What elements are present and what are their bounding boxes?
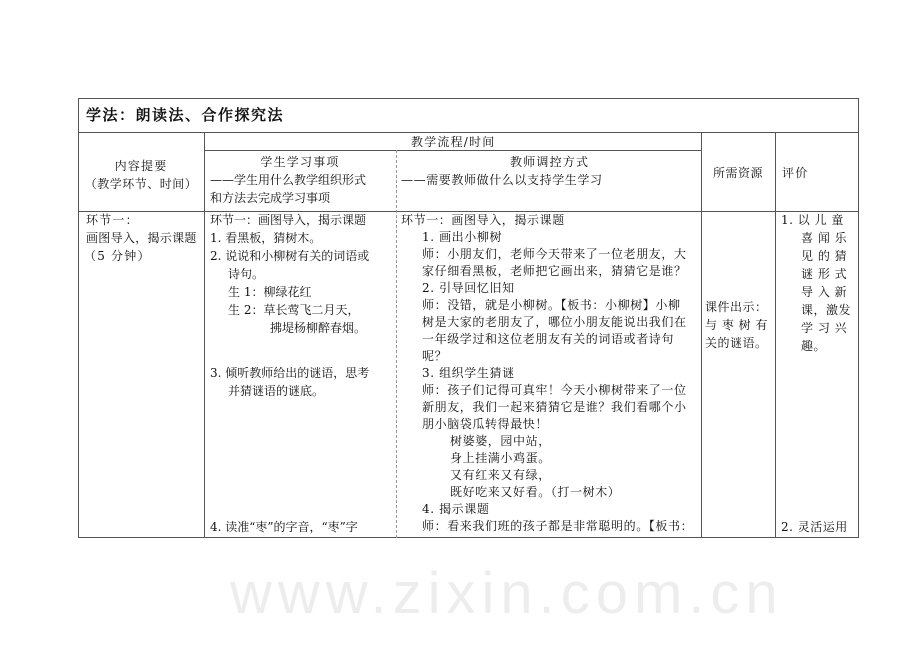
evaluation-line: 学 习 兴	[801, 321, 848, 335]
table-border-top	[78, 98, 859, 99]
teacher-line: 师：没错，就是小柳树。【板书：小柳树】小柳	[422, 298, 681, 312]
header-col1-sub: （教学环节、时间）	[84, 177, 198, 191]
teacher-line: 2. 引导回忆旧知	[422, 281, 515, 295]
header-col1-title: 内容提要	[114, 159, 168, 173]
teacher-line: 1. 画出小柳树	[422, 230, 503, 244]
teacher-line: 环节一：画图导入，揭示课题	[401, 213, 565, 227]
stage-label: 环节一：	[86, 213, 139, 227]
evaluation-line: 趣。	[801, 339, 827, 353]
teacher-line: 师：小朋友们，老师今天带来了一位老朋友，大	[422, 247, 687, 261]
student-line: 生 1：柳绿花红	[228, 285, 312, 299]
divider	[701, 132, 702, 538]
table-border-right	[858, 98, 859, 538]
student-line: 3. 倾听教师给出的谜语，思考	[210, 366, 370, 380]
teacher-line: 师：看来我们班的孩子都是非常聪明的。【板书：	[422, 519, 694, 533]
teacher-line: 树是大家的老朋友了，哪位小朋友能说出我们在	[422, 315, 687, 329]
teacher-line: 3. 组织学生猜谜	[422, 366, 515, 380]
header-teacher-sub: ——需要教师做什么以支持学生学习	[401, 173, 603, 187]
student-line: 生 2：草长莺飞二月天，	[228, 303, 360, 317]
resource-line: 与 枣 树 有	[705, 318, 768, 332]
header-student-sub: ——学生用什么教学组织形式	[210, 173, 367, 187]
student-line: 环节一：画图导入，揭示课题	[210, 213, 367, 227]
stage-title: 画图导入，揭示课题	[86, 231, 197, 245]
student-line: 拂堤杨柳醉春烟。	[270, 321, 367, 335]
student-line: 并猜谜语的谜底。	[228, 384, 325, 398]
student-line: 2. 说说和小柳树有关的词语或	[210, 249, 370, 263]
table-border-bottom	[78, 537, 859, 538]
divider	[78, 132, 859, 133]
student-line: 4. 读准“枣”的字音，“枣”字	[210, 520, 358, 534]
riddle-line: 又有红来又有绿，	[450, 468, 551, 482]
teacher-line: 4. 揭示课题	[422, 502, 490, 516]
divider	[204, 132, 205, 538]
resource-line: 课件出示：	[705, 300, 768, 314]
student-line: 诗句。	[228, 267, 265, 281]
riddle-line: 身上挂满小鸡蛋。	[450, 451, 551, 465]
evaluation-line: 2. 灵活运用	[781, 520, 848, 534]
header-student: 学生学习事项	[260, 155, 340, 169]
evaluation-line: 喜 闻 乐	[801, 231, 848, 245]
watermark: www.zixin.com.cn	[230, 561, 784, 626]
teacher-line: 朋小脑袋瓜转得最快！	[422, 417, 549, 431]
header-flow: 教学流程/时间	[411, 135, 496, 149]
teacher-line: 新朋友，我们一起来猜猜它是谁？我们看哪个小	[422, 400, 687, 414]
teacher-line: 一年级学过和这位老朋友有关的词语或者诗句	[422, 332, 675, 346]
page-title: 学法：朗读法、合作探究法	[86, 106, 285, 124]
stage-time: （5 分钟）	[84, 249, 151, 263]
resource-line: 关的谜语。	[705, 336, 768, 350]
teacher-line: 家仔细看黑板，老师把它画出来，猜猜它是谁？	[422, 264, 687, 278]
evaluation-line: 导 入 新	[801, 285, 848, 299]
teacher-line: 呢？	[422, 349, 448, 363]
riddle-line: 既好吃来又好看。（打一树木）	[450, 485, 621, 499]
evaluation-line: 见 的 猜	[801, 249, 848, 263]
divider	[775, 132, 776, 538]
evaluation-line: 课，激发	[801, 303, 852, 317]
student-line: 1. 看黑板，猜树木。	[210, 231, 322, 245]
header-resources: 所需资源	[712, 166, 763, 180]
divider	[204, 150, 701, 151]
header-student-sub: 和方法去完成学习事项	[210, 191, 331, 205]
teacher-line: 师：孩子们记得可真牢！今天小柳树带来了一位	[422, 383, 687, 397]
header-teacher: 教师调控方式	[510, 155, 590, 169]
divider	[396, 150, 397, 538]
evaluation-line: 1. 以 儿 童	[781, 213, 844, 227]
riddle-line: 树婆婆，园中站，	[450, 434, 551, 448]
evaluation-line: 谜 形 式	[801, 267, 848, 281]
header-evaluation: 评价	[782, 166, 809, 180]
